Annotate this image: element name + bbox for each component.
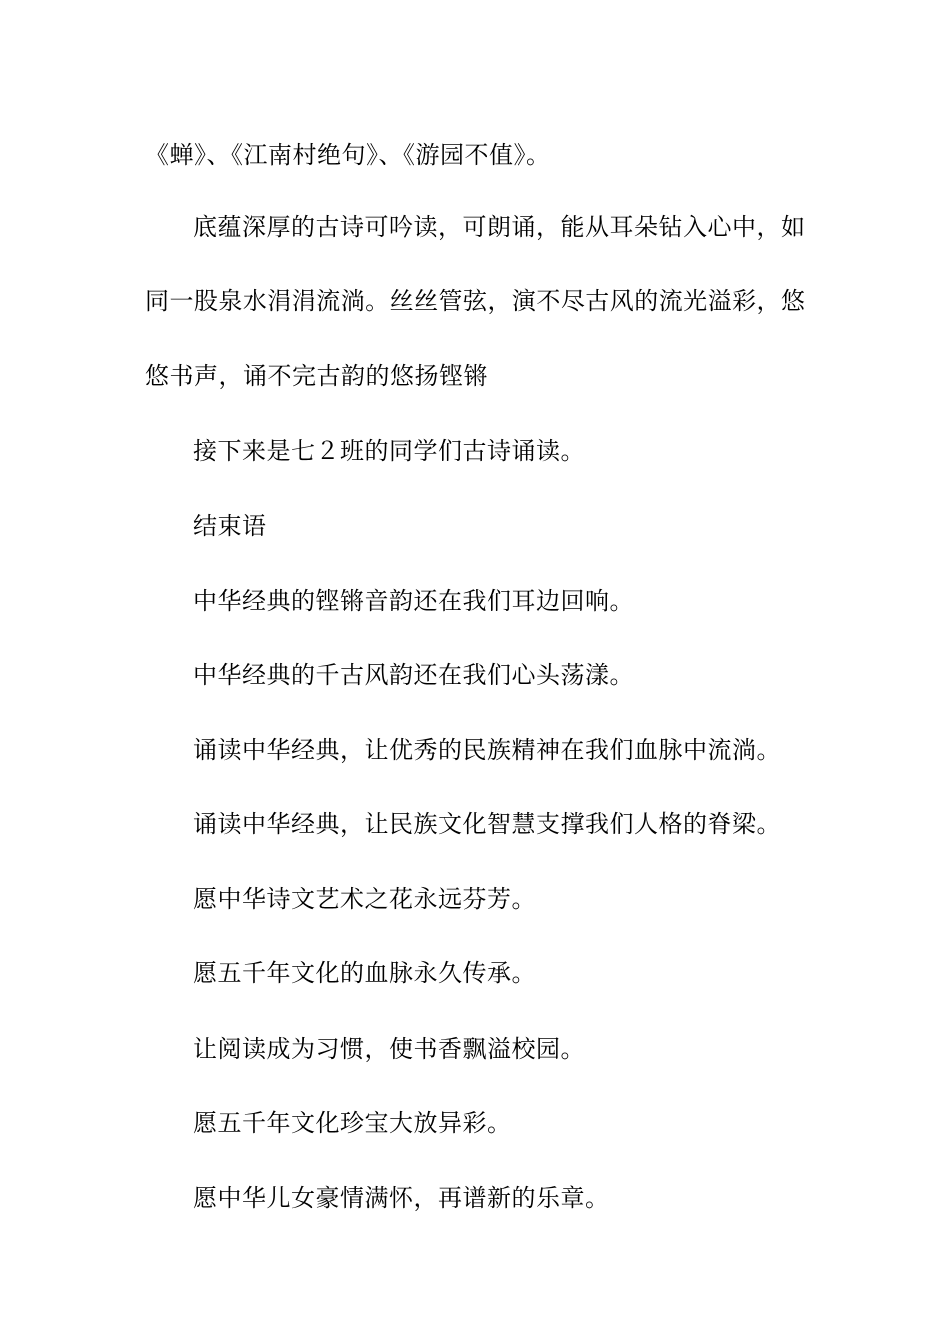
paragraph-closing-3: 诵读中华经典，让优秀的民族精神在我们血脉中流淌。 [193, 736, 781, 764]
paragraph-closing-8: 愿五千年文化珍宝大放异彩。 [193, 1109, 512, 1137]
paragraph-closing-1: 中华经典的铿锵音韵还在我们耳边回响。 [193, 587, 634, 615]
paragraph-ancient-poetry-line-3: 悠书声，诵不完古韵的悠扬铿锵 [145, 362, 488, 390]
paragraph-closing-5: 愿中华诗文艺术之花永远芬芳。 [193, 885, 536, 913]
paragraph-ancient-poetry-line-1: 底蕴深厚的古诗可吟读，可朗诵，能从耳朵钻入心中，如 [193, 213, 805, 241]
paragraph-closing-2: 中华经典的千古风韵还在我们心头荡漾。 [193, 661, 634, 689]
paragraph-next-performance: 接下来是七２班的同学们古诗诵读。 [193, 437, 585, 465]
paragraph-closing-9: 愿中华儿女豪情满怀，再谱新的乐章。 [193, 1184, 610, 1212]
paragraph-closing-4: 诵读中华经典，让民族文化智慧支撑我们人格的脊梁。 [193, 810, 781, 838]
paragraph-poem-titles: 《蝉》、《江南村绝句》、《游园不值》。 [145, 141, 551, 169]
heading-closing-remarks: 结束语 [193, 512, 267, 540]
paragraph-ancient-poetry-line-2: 同一股泉水涓涓流淌。丝丝管弦，演不尽古风的流光溢彩，悠 [145, 287, 805, 315]
paragraph-closing-6: 愿五千年文化的血脉永久传承。 [193, 959, 536, 987]
paragraph-closing-7: 让阅读成为习惯，使书香飘溢校园。 [193, 1035, 585, 1063]
